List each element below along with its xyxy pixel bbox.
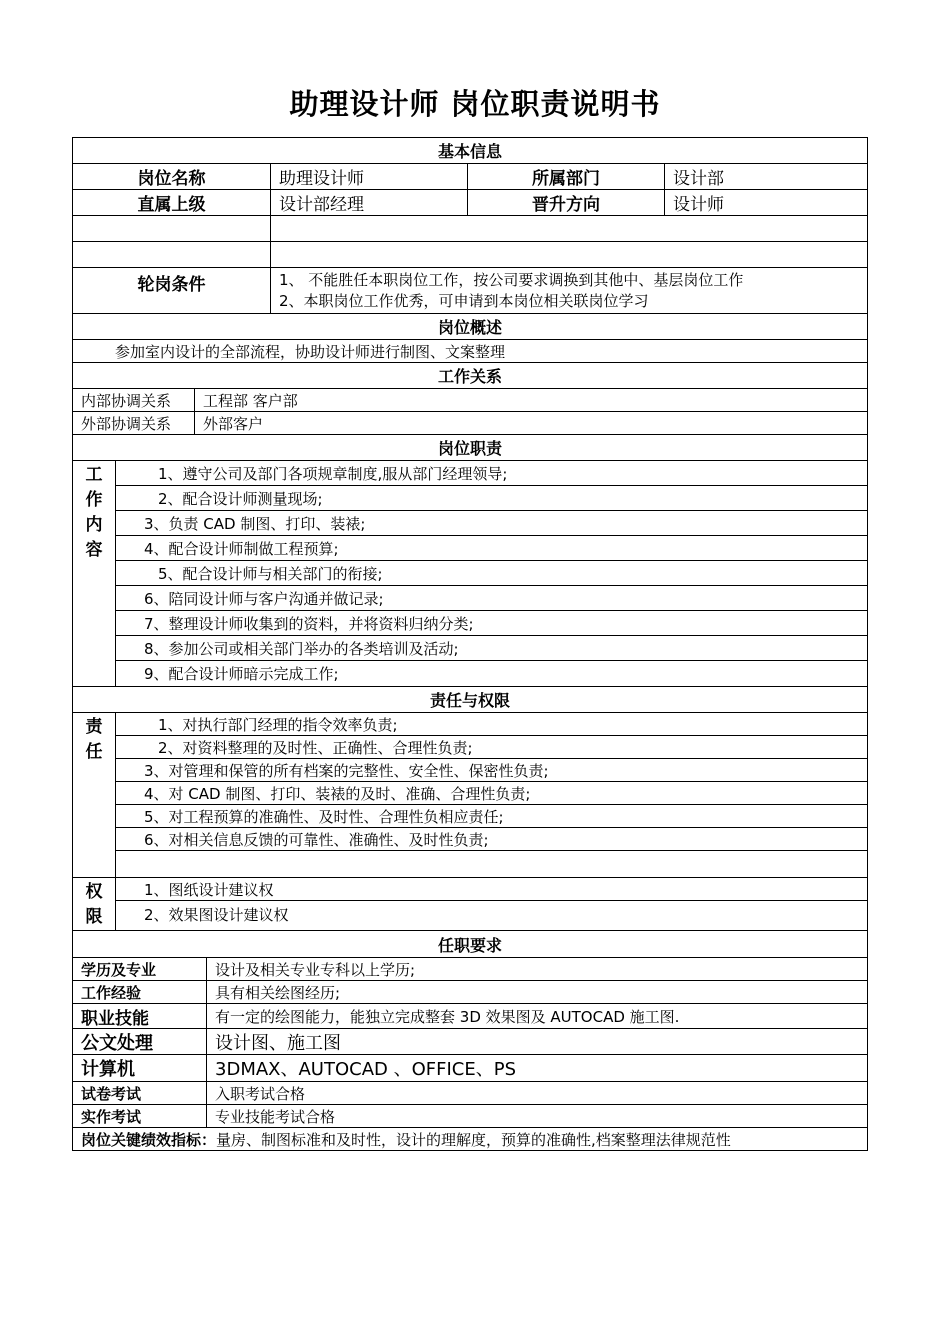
rotation-label: 轮岗条件 (137, 275, 206, 295)
post-name-value: 助理设计师 (270, 164, 467, 189)
req-value: 具有相关绘图经历; (206, 981, 867, 1003)
responsibility-list (116, 713, 867, 877)
duty-item: 4、配合设计师制做工程预算; (116, 536, 867, 561)
promotion-value: 设计师 (664, 190, 867, 215)
dept-label: 所属部门 (467, 164, 664, 189)
side-char: 内 (85, 515, 103, 535)
authority-group (72, 878, 868, 931)
section-header-relations (72, 363, 868, 389)
duty-item: 6、陪同设计师与客户沟通并做记录; (116, 586, 867, 611)
side-char: 工 (85, 465, 103, 485)
promotion-label: 晋升方向 (467, 190, 664, 215)
superior-value: 设计部经理 (270, 190, 467, 215)
resp-item: 3、对管理和保管的所有档案的完整性、安全性、保密性负责; (116, 759, 867, 782)
dept-value: 设计部 (664, 164, 867, 189)
overview-header: 岗位概述 (437, 318, 502, 337)
internal-relation-row (72, 389, 868, 412)
kpi-label: 岗位关键绩效指标： (81, 1130, 217, 1149)
auth-item: 2、效果图设计建议权 (144, 905, 289, 924)
req-row (72, 1055, 868, 1082)
resp-item: 5、对工程预算的准确性、及时性、合理性负相应责任; (116, 805, 867, 828)
req-label: 实作考试 (81, 1107, 142, 1126)
external-value: 外部客户 (194, 412, 867, 434)
req-row (72, 1105, 868, 1128)
req-value: 入职考试合格 (206, 1082, 867, 1104)
responsibility-header: 责任与权限 (429, 691, 510, 710)
superior-label: 直属上级 (137, 195, 206, 215)
req-label: 试卷考试 (81, 1084, 142, 1103)
post-name-label: 岗位名称 (137, 169, 206, 189)
rotation-line-1: 1、 不能胜任本职岗位工作，按公司要求调换到其他中、基层岗位工作 (279, 270, 744, 289)
rotation-line-2: 2、本职岗位工作优秀，可申请到本岗位相关联岗位学习 (279, 291, 649, 310)
duty-item: 5、配合设计师与相关部门的衔接; (116, 561, 867, 586)
resp-item: 6、对相关信息反馈的可靠性、准确性、及时性负责; (116, 828, 867, 851)
authority-list (116, 878, 867, 930)
authority-side-label (73, 878, 116, 930)
rotation-row (72, 268, 868, 314)
section-header-requirements (72, 931, 868, 958)
section-header-overview (72, 314, 868, 340)
duties-header: 岗位职责 (437, 439, 502, 458)
req-label: 公文处理 (81, 1032, 153, 1054)
kpi-cell (73, 1128, 731, 1150)
req-label: 计算机 (81, 1059, 135, 1080)
empty-cell (270, 216, 867, 241)
basic-row-2 (72, 190, 868, 216)
section-header-duties (72, 435, 868, 461)
duties-list (116, 461, 867, 686)
resp-item: 4、对 CAD 制图、打印、装裱的及时、准确、合理性负责; (116, 782, 867, 805)
req-value: 3DMAX、AUTOCAD 、OFFICE、PS (206, 1055, 867, 1081)
kpi-value: 量房、制图标准和及时性，设计的理解度，预算的准确性,档案整理法律规范性 (216, 1130, 731, 1149)
req-label: 工作经验 (81, 983, 142, 1002)
requirements-header: 任职要求 (437, 935, 502, 955)
basic-empty-row-1 (72, 216, 868, 242)
empty-cell (73, 216, 270, 241)
responsibility-side-label (73, 713, 116, 877)
side-char: 作 (85, 490, 103, 510)
basic-row-1 (72, 164, 868, 190)
duty-item: 1、遵守公司及部门各项规章制度,服从部门经理领导; (116, 461, 867, 486)
external-relation-row (72, 412, 868, 435)
duty-item: 3、负责 CAD 制图、打印、装裱; (116, 511, 867, 536)
job-description-table (72, 137, 868, 1151)
relations-header: 工作关系 (437, 367, 502, 386)
duty-item: 7、整理设计师收集到的资料，并将资料归纳分类; (116, 611, 867, 636)
resp-item: 1、对执行部门经理的指令效率负责; (116, 713, 867, 736)
empty-cell (270, 242, 867, 267)
req-label: 学历及专业 (81, 960, 157, 979)
duty-item: 2、配合设计师测量现场; (116, 486, 867, 511)
duty-item: 9、配合设计师暗示完成工作; (144, 665, 339, 683)
req-row (72, 1029, 868, 1055)
req-value: 专业技能考试合格 (206, 1105, 867, 1127)
side-char: 容 (85, 540, 103, 560)
duty-item: 8、参加公司或相关部门举办的各类培训及活动; (116, 636, 867, 661)
req-value: 设计图、施工图 (206, 1029, 867, 1054)
req-row (72, 1082, 868, 1105)
side-char: 责 (85, 717, 103, 737)
duties-side-label (73, 461, 116, 686)
req-label: 职业技能 (81, 1008, 149, 1028)
req-row (72, 1004, 868, 1029)
duties-group (72, 461, 868, 687)
basic-header: 基本信息 (437, 142, 502, 161)
empty-cell (73, 242, 270, 267)
section-header-responsibility (72, 687, 868, 713)
req-row (72, 981, 868, 1004)
side-char: 权 (85, 882, 103, 902)
side-char: 限 (85, 907, 103, 927)
resp-item: 2、对资料整理的及时性、正确性、合理性负责; (116, 736, 867, 759)
auth-item: 1、图纸设计建议权 (116, 878, 867, 901)
resp-item-empty (116, 851, 867, 877)
page-title: 助理设计师 岗位职责说明书 (289, 87, 661, 121)
rotation-conditions (270, 268, 867, 313)
req-value: 有一定的绘图能力，能独立完成整套 3D 效果图及 AUTOCAD 施工图. (206, 1004, 867, 1028)
responsibility-group (72, 713, 868, 878)
req-row (72, 958, 868, 981)
internal-value: 工程部 客户部 (194, 389, 867, 411)
side-char: 任 (85, 742, 103, 762)
basic-empty-row-2 (72, 242, 868, 268)
internal-label: 内部协调关系 (81, 391, 172, 410)
overview-text: 参加室内设计的全部流程，协助设计师进行制图、文案整理 (115, 342, 506, 361)
kpi-row (72, 1128, 868, 1151)
overview-row (72, 340, 868, 363)
external-label: 外部协调关系 (81, 414, 172, 433)
section-header-basic (72, 137, 868, 164)
req-value: 设计及相关专业专科以上学历; (206, 958, 867, 980)
